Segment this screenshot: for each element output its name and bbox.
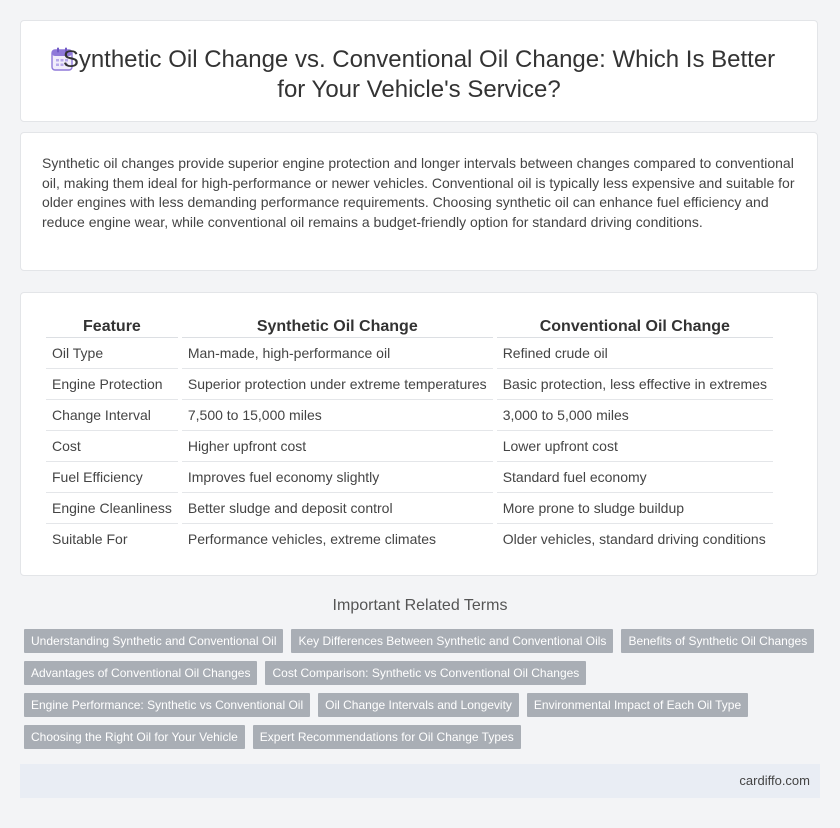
cell-feature: Cost xyxy=(46,431,178,462)
related-term-tag[interactable]: Choosing the Right Oil for Your Vehicle xyxy=(24,725,245,749)
table-row xyxy=(46,493,773,524)
related-term-tag[interactable]: Engine Performance: Synthetic vs Conventional Oil xyxy=(24,693,310,717)
page-title: Synthetic Oil Change vs. Conventional Oil Change: Which Is Better for Your Vehicle's Service? xyxy=(62,46,776,103)
comparison-card xyxy=(20,292,818,576)
related-term-tag[interactable]: Benefits of Synthetic Oil Changes xyxy=(621,629,814,653)
table-row xyxy=(46,462,773,493)
cell-feature: Fuel Efficiency xyxy=(46,462,178,493)
cell-synthetic: Performance vehicles, extreme climates xyxy=(187,531,437,547)
related-terms-list xyxy=(24,629,824,757)
cell-conventional: Refined crude oil xyxy=(497,338,773,369)
table-row xyxy=(46,369,773,400)
cell-conventional: Standard fuel economy xyxy=(497,462,773,493)
cell-feature: Oil Type xyxy=(46,338,178,369)
related-term-tag[interactable]: Cost Comparison: Synthetic vs Conventional Oil Changes xyxy=(265,661,586,685)
cell-synthetic: 7,500 to 15,000 miles xyxy=(182,400,493,431)
related-term-tag[interactable]: Key Differences Between Synthetic and Conventional Oils xyxy=(291,629,613,653)
title-card xyxy=(20,20,818,122)
cell-conventional: Lower upfront cost xyxy=(497,431,773,462)
cell-feature: Engine Protection xyxy=(46,369,178,400)
table-row xyxy=(46,400,773,431)
header-synthetic: Synthetic Oil Change xyxy=(182,317,493,338)
cell-conventional: Older vehicles, standard driving conditions xyxy=(502,531,766,547)
related-term-tag[interactable]: Advantages of Conventional Oil Changes xyxy=(24,661,257,685)
related-term-tag[interactable]: Environmental Impact of Each Oil Type xyxy=(527,693,748,717)
cell-synthetic: Superior protection under extreme temperatures xyxy=(182,369,493,400)
header-conventional: Conventional Oil Change xyxy=(497,317,773,338)
cell-synthetic: Better sludge and deposit control xyxy=(182,493,493,524)
footer-site-link[interactable]: cardiffo.com xyxy=(739,773,810,788)
related-term-tag[interactable]: Expert Recommendations for Oil Change Types xyxy=(253,725,521,749)
cell-feature: Change Interval xyxy=(46,400,178,431)
cell-conventional: Basic protection, less effective in extremes xyxy=(497,369,773,400)
comparison-table xyxy=(42,317,777,554)
summary-paragraph: Synthetic oil changes provide superior engine protection and longer intervals between changes compared to conventional oil, making them ideal for high-performance or newer vehicles. Conventional oil is typically less expensive and suitable for older engines with less demanding performance requirements. Choosing synthetic oil can enhance fuel efficiency and reduce engine wear, while conventional oil remains a budget-friendly option for standard driving conditions. xyxy=(42,155,795,230)
cell-feature: Engine Cleanliness xyxy=(46,493,178,524)
cell-synthetic: Man-made, high-performance oil xyxy=(182,338,493,369)
related-term-tag[interactable]: Understanding Synthetic and Conventional Oil xyxy=(24,629,283,653)
table-row xyxy=(46,524,773,554)
table-row xyxy=(46,338,773,369)
related-term-tag[interactable]: Oil Change Intervals and Longevity xyxy=(318,693,519,717)
related-terms-heading: Important Related Terms xyxy=(332,597,508,614)
cell-synthetic: Improves fuel economy slightly xyxy=(182,462,493,493)
footer xyxy=(20,764,820,798)
cell-synthetic: Higher upfront cost xyxy=(182,431,493,462)
cell-feature: Suitable For xyxy=(52,531,128,547)
cell-conventional: More prone to sludge buildup xyxy=(497,493,773,524)
header-feature: Feature xyxy=(46,317,178,338)
summary-card xyxy=(20,132,818,271)
table-header-row xyxy=(46,317,773,338)
cell-conventional: 3,000 to 5,000 miles xyxy=(497,400,773,431)
table-row xyxy=(46,431,773,462)
